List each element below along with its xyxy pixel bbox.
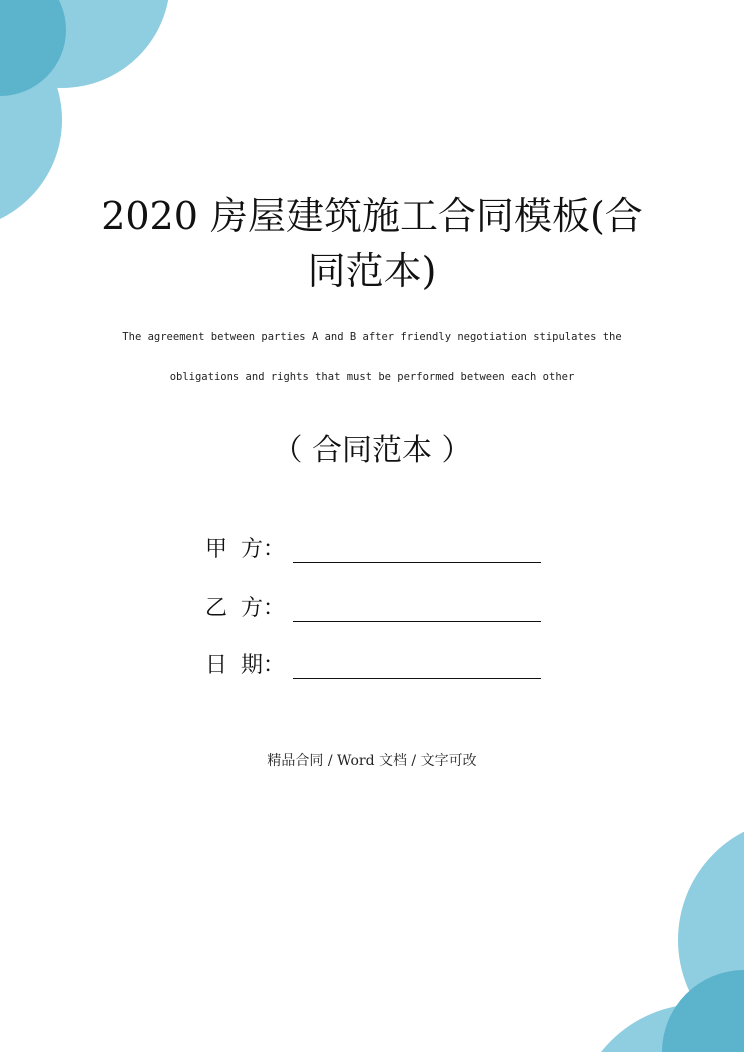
- date-field: [205, 649, 541, 679]
- subtitle-line-2: obligations and rights that must be performed between each other: [169, 371, 575, 383]
- party-b-label: 乙 方：: [205, 596, 285, 621]
- party-a-blank-line[interactable]: [293, 538, 541, 563]
- subtitle-line-1: The agreement between parties A and B after friendly negotiation stipulates the: [122, 331, 622, 343]
- party-b-blank-line[interactable]: [293, 597, 541, 622]
- party-a-label: 甲 方：: [205, 537, 285, 562]
- party-a-field: [205, 533, 541, 563]
- document-title-line-1: 2020 房屋建筑施工合同模板(合: [101, 194, 643, 238]
- date-label: 日 期：: [205, 653, 285, 678]
- document-title-line-2: 同范本): [307, 249, 437, 293]
- party-b-field: [205, 592, 541, 622]
- contract-template-label: （ 合同范本 ）: [272, 433, 472, 468]
- footer-note: 精品合同 / Word 文档 / 文字可改: [267, 753, 477, 769]
- date-blank-line[interactable]: [293, 654, 541, 679]
